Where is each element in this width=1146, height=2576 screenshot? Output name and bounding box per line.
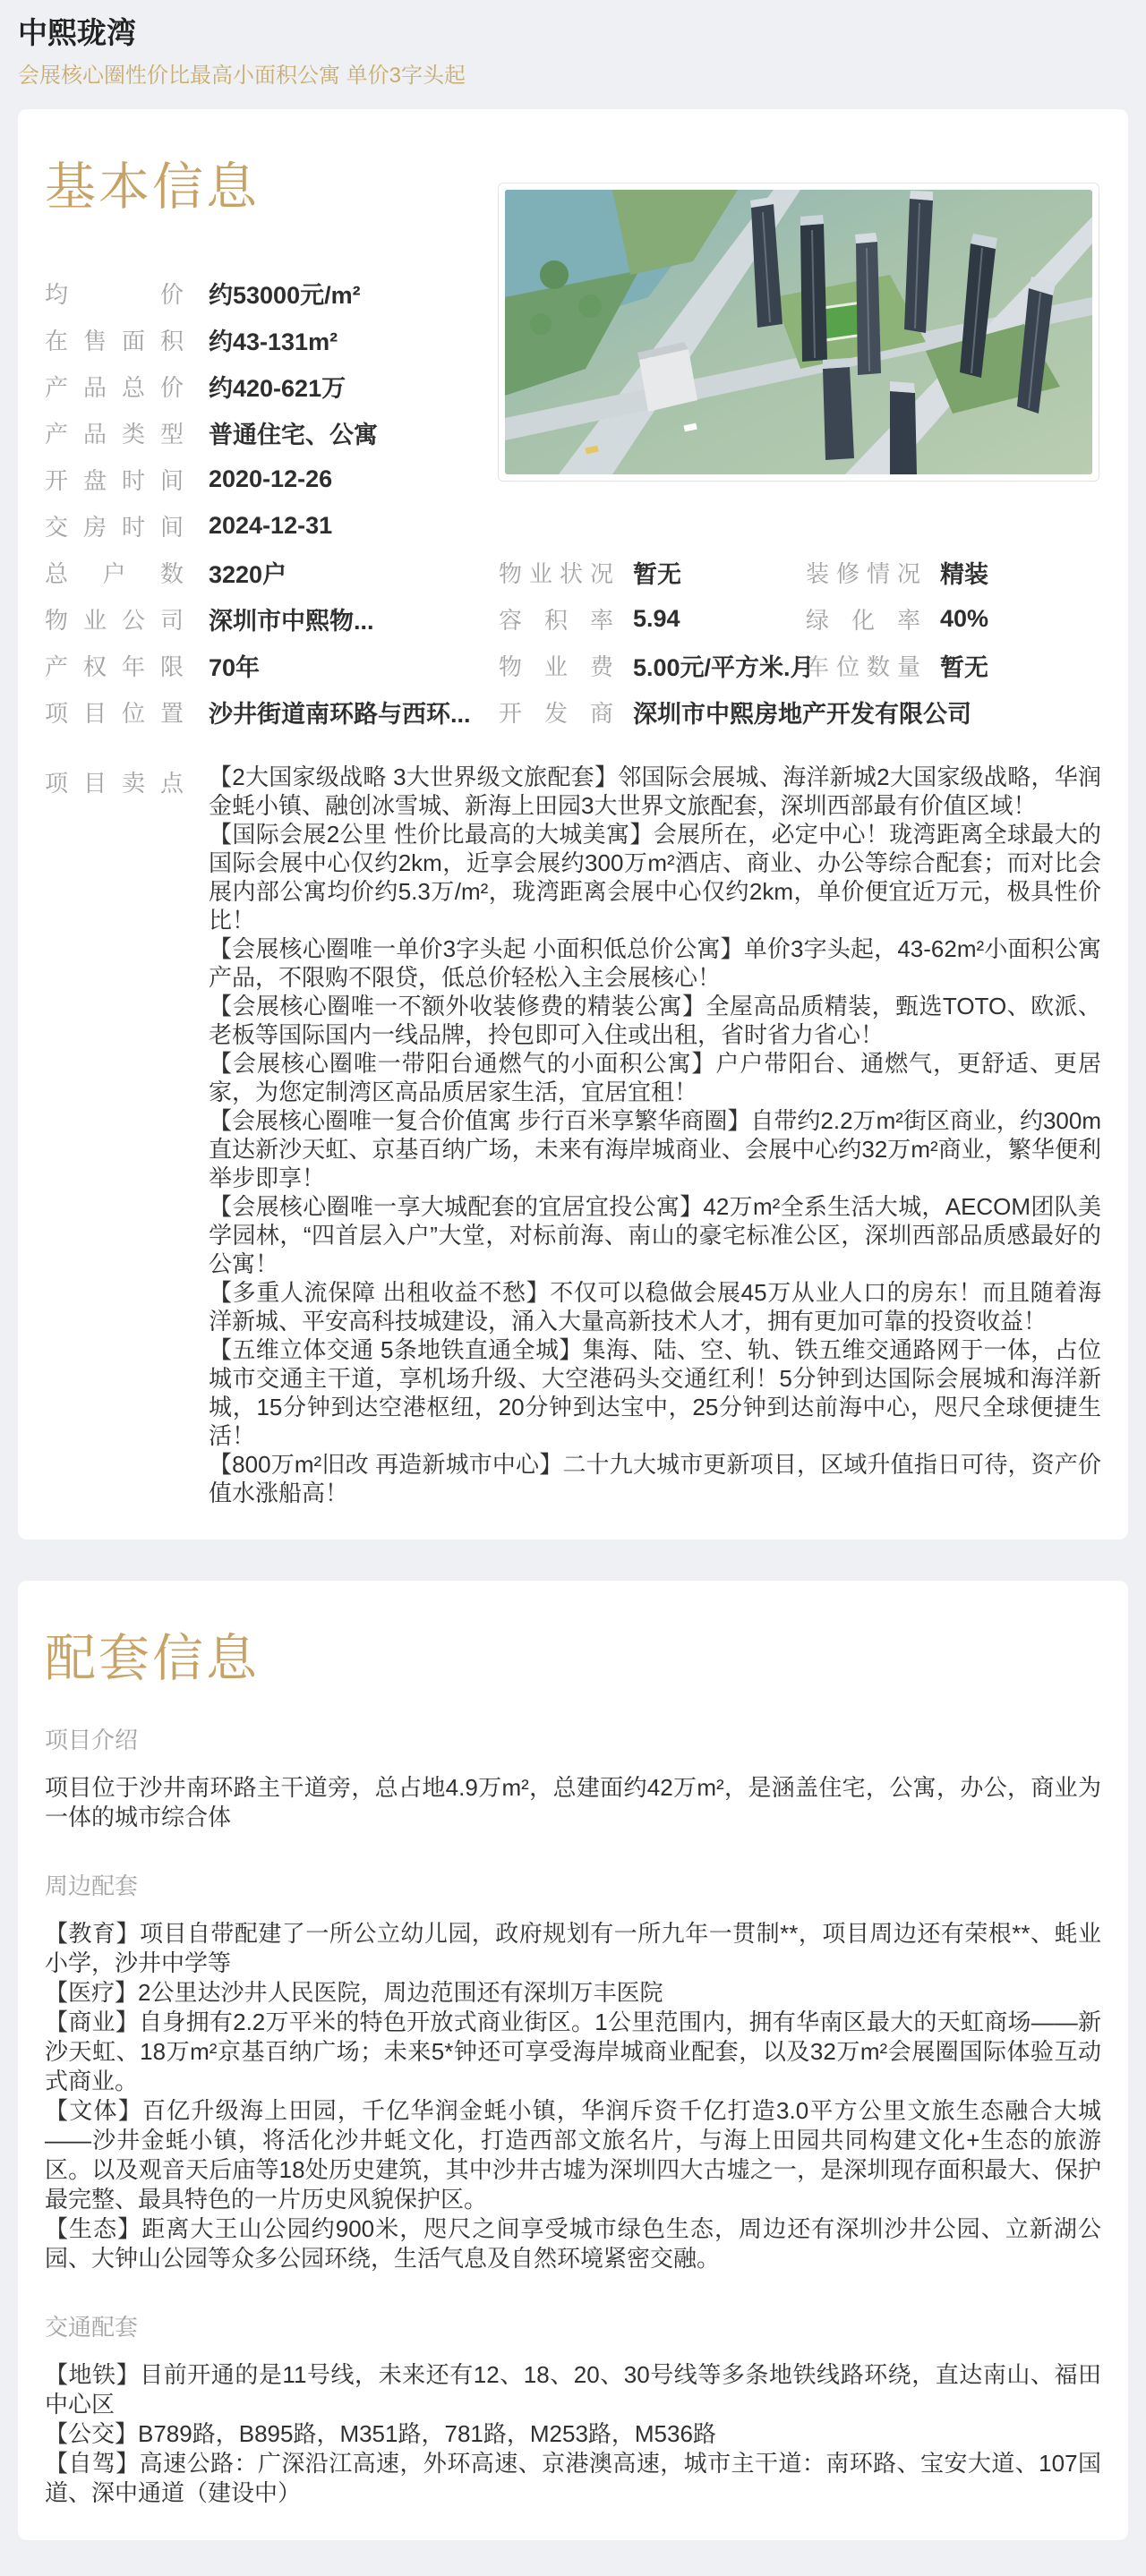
field-value: 70年	[209, 654, 261, 682]
section-body-surrounding	[45, 1919, 1101, 2273]
property-rendering-image[interactable]	[498, 183, 1099, 482]
transport-paragraph: 【自驾】高速公路：广深沿江高速，外环高速、京港澳高速，城市主干道：南环路、宝安大道、107国道、深中通道（建设中）	[45, 2449, 1101, 2506]
transport-paragraph: 【地铁】目前开通的是11号线，未来还有12、18、20、30号线等多条地铁线路环绕，直达南山、福田中心区	[45, 2360, 1101, 2418]
info-row-property-company	[45, 596, 1101, 643]
field-value: 暂无	[940, 654, 988, 682]
field-value: 普通住宅、公寓	[209, 422, 378, 449]
field-label: 产品总价	[45, 374, 184, 402]
field-value: 2020-12-26	[209, 465, 333, 493]
field-value: 深圳市中熙房地产开发有限公司	[633, 701, 971, 729]
selling-point: 【2大国家级战略 3大世界级文旅配套】邻国际会展城、海洋新城2大国家级战略，华润金蚝小镇、融创冰雪城、新海上田园3大世界文旅配套，深圳西部最有价值区域！	[209, 763, 1101, 819]
basic-info-title: 基本信息	[45, 158, 260, 217]
selling-points-block	[45, 763, 1101, 1507]
field-value: 约53000元/m²	[209, 282, 361, 310]
section-label-intro: 项目介绍	[45, 1726, 139, 1753]
facility-info-title: 配套信息	[45, 1629, 260, 1687]
selling-points-text	[209, 763, 1101, 1507]
selling-point: 【会展核心圈唯一复合价值寓 步行百米享繁华商圈】自带约2.2万m²街区商业，约300m直达新沙天虹、京基百纳广场，未来有海岸城商业、会展中心约32万m²商业，繁华便利举步即享！	[209, 1106, 1101, 1191]
selling-point: 【多重人流保障 出租收益不愁】不仅可以稳做会展45万从业人口的房东！而且随着海洋新城、平安高科技城建设，涌入大量高新技术人才，拥有更加可靠的投资收益！	[209, 1278, 1101, 1335]
section-body-transport	[45, 2360, 1101, 2508]
field-label: 物业公司	[45, 607, 184, 635]
intro-paragraph: 项目位于沙井南环路主干道旁，总占地4.9万m²，总建面约42万m²，是涵盖住宅，公寓，办公，商业为一体的城市综合体	[45, 1773, 1101, 1830]
field-label: 开发商	[499, 700, 613, 728]
field-label: 均价	[45, 281, 184, 309]
field-value: 约43-131m²	[209, 328, 338, 356]
field-label: 项目位置	[45, 700, 184, 728]
field-value: 深圳市中熙物...	[209, 608, 374, 635]
field-value: 3220户	[209, 561, 287, 589]
field-label: 在售面积	[45, 328, 184, 355]
selling-point: 【五维立体交通 5条地铁直通全城】集海、陆、空、轨、铁五维交通路网于一体，占位城市交通主干道，享机场升级、大空港码头交通红利！5分钟到达国际会展城和海洋新城，15分钟到达空港枢纽，20分钟到达宝中，25分钟到达前海中心，咫尺全球便捷生活！	[209, 1335, 1101, 1449]
field-label: 绿化率	[806, 607, 920, 635]
surrounding-paragraph: 【生态】距离大王山公园约900米，咫尺之间享受城市绿色生态，周边还有深圳沙井公园、立新湖公园、大钟山公园等众多公园环绕，生活气息及自然环境紧密交融。	[45, 2214, 1101, 2272]
selling-point: 【会展核心圈唯一单价3字头起 小面积低总价公寓】单价3字头起，43-62m²小面积公寓产品，不限购不限贷，低总价轻松入主会展核心！	[209, 934, 1101, 991]
field-label: 物业费	[499, 653, 613, 681]
info-row-delivery-date	[45, 503, 1101, 550]
field-label: 物业状况	[499, 560, 613, 588]
surrounding-paragraph: 【商业】自身拥有2.2万平米的特色开放式商业街区。1公里范围内，拥有华南区最大的天虹商场——新沙天虹、18万m²京基百纳广场；未来5*钟还可享受海岸城商业配套，以及32万m²会展圈国际体验互动式商业。	[45, 2008, 1101, 2094]
field-value: 沙井街道南环路与西环...	[209, 701, 471, 729]
field-label: 车位数量	[806, 653, 920, 681]
selling-point: 【会展核心圈唯一享大城配套的宜居宜投公寓】42万m²全系生活大城，AECOM团队美学园林，“四首层入户”大堂，对标前海、南山的豪宅标准公区，深圳西部品质感最好的公寓！	[209, 1192, 1101, 1277]
surrounding-paragraph: 【文体】百亿升级海上田园，千亿华润金蚝小镇，华润斥资千亿打造3.0平方公里文旅生态融合大城——沙井金蚝小镇，将活化沙井蚝文化，打造西部文旅名片，与海上田园共同构建文化+生态的旅游区。以及观音天后庙等18处历史建筑，其中沙井古墟为深圳四大古墟之一，是深圳现存面积最大、保护最完整、最具特色的一片历史风貌保护区。	[45, 2096, 1101, 2213]
field-label: 产权年限	[45, 653, 184, 681]
basic-info-card	[18, 109, 1128, 1540]
field-value: 精装	[940, 561, 988, 589]
field-value: 40%	[940, 605, 989, 633]
field-value: 约420-621万	[209, 375, 346, 403]
field-label: 交房时间	[45, 514, 184, 542]
aerial-rendering-graphic	[505, 190, 1092, 474]
selling-point: 【国际会展2公里 性价比最高的大城美寓】会展所在，必定中心！珑湾距离全球最大的国际会展中心仅约2km，近享会展约300万m²酒店、商业、办公等综合配套；而对比会展内部公寓均价约5.3万/m²，珑湾距离会展中心仅约2km，单价便宜近万元，极具性价比！	[209, 820, 1101, 934]
page-bottom-spacer	[0, 2540, 1146, 2576]
page-subtitle: 会展核心圈性价比最高小面积公寓 单价3字头起	[18, 64, 466, 89]
section-label-transport: 交通配套	[45, 2313, 139, 2341]
field-value: 5.94	[633, 605, 680, 633]
field-label: 开盘时间	[45, 467, 184, 495]
info-row-location-developer	[45, 689, 1101, 736]
info-row-tenure	[45, 643, 1101, 689]
section-body-intro	[45, 1773, 1101, 1832]
surrounding-paragraph: 【教育】项目自带配建了一所公立幼儿园，政府规划有一所九年一贯制**，项目周边还有荣根**、蚝业小学，沙井中学等	[45, 1919, 1101, 1976]
facility-info-card	[18, 1581, 1128, 2540]
field-label: 产品类型	[45, 421, 184, 448]
field-label: 容积率	[499, 607, 613, 635]
surrounding-paragraph: 【医疗】2公里达沙井人民医院，周边范围还有深圳万丰医院	[45, 1978, 663, 2006]
field-label: 装修情况	[806, 560, 920, 588]
selling-point: 【800万m²旧改 再造新城市中心】二十九大城市更新项目，区域升值指日可待，资产价值水涨船高！	[209, 1450, 1101, 1506]
field-value: 2024-12-31	[209, 512, 333, 540]
transport-paragraph: 【公交】B789路，B895路，M351路，781路，M253路，M536路	[45, 2419, 716, 2447]
selling-point: 【会展核心圈唯一不额外收装修费的精装公寓】全屋高品质精装，甄选TOTO、欧派、老板等国际国内一线品牌，拎包即可入住或出租，省时省力省心！	[209, 992, 1101, 1048]
section-label-surrounding: 周边配套	[45, 1872, 139, 1899]
field-value: 暂无	[633, 561, 681, 589]
info-row-households	[45, 550, 1101, 596]
field-label: 总户数	[45, 560, 184, 588]
selling-point: 【会展核心圈唯一带阳台通燃气的小面积公寓】户户带阳台、通燃气，更舒适、更居家，为您定制湾区高品质居家生活，宜居宜租！	[209, 1049, 1101, 1105]
page-title: 中熙珑湾	[18, 16, 136, 49]
field-value: 5.00元/平方米.月	[633, 654, 815, 682]
field-label: 项目卖点	[45, 769, 184, 797]
